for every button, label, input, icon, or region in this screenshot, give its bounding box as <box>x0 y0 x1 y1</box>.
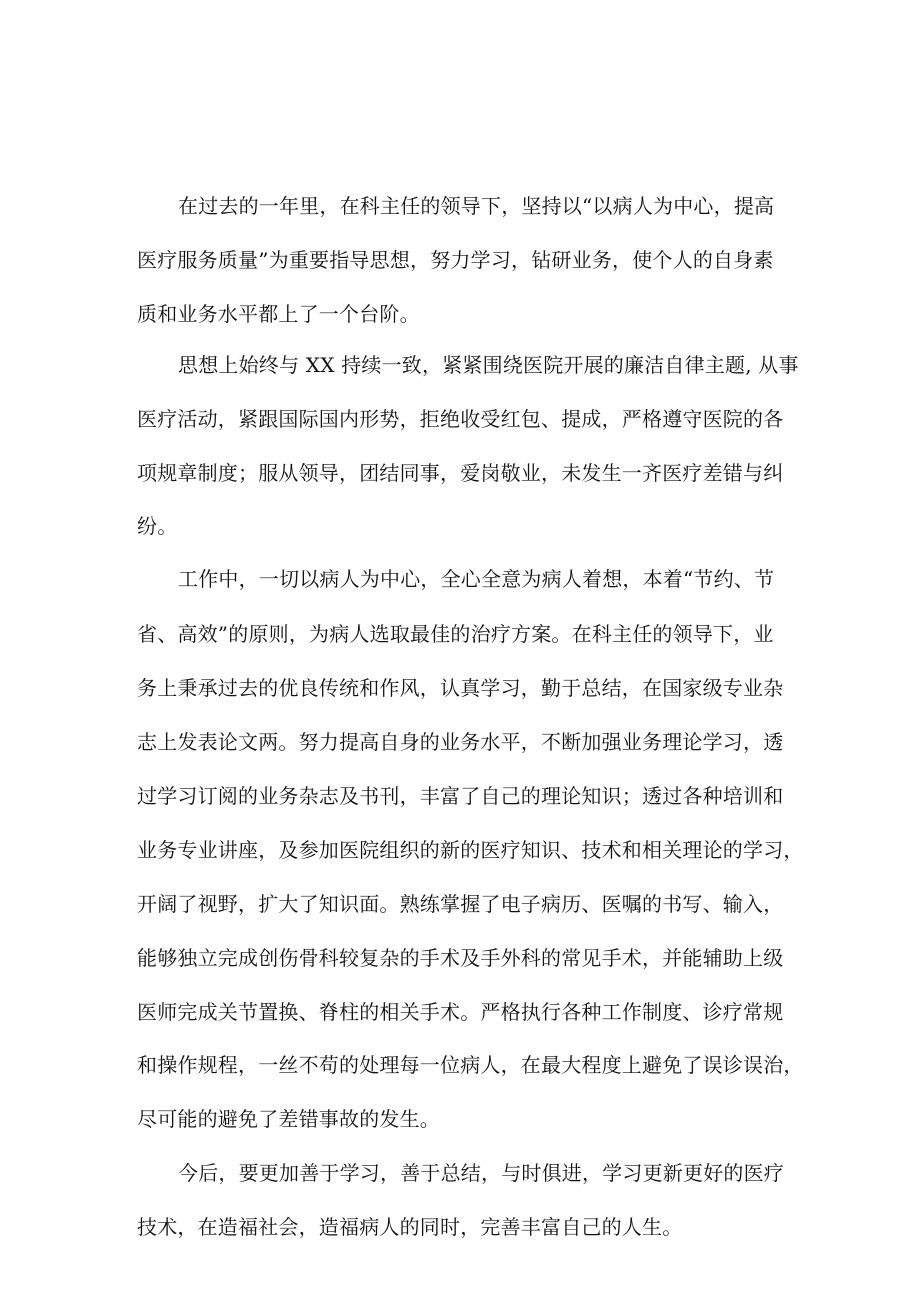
paragraph-line: 项规章制度；服从领导，团结同事，爱岗敬业，未发生一齐医疗差错与纠 <box>137 461 784 485</box>
paragraph-line: 工作中，一切以病人为中心，全心全意为病人着想，本着“节约、节 <box>178 567 775 591</box>
paragraph-line: 质和业务水平都上了一个台阶。 <box>137 302 420 326</box>
paragraph-line: 在过去的一年里，在科主任的领导下，坚持以“以病人为中心，提高 <box>178 194 775 218</box>
paragraph-line: 业务专业讲座，及参加医院组织的新的医疗知识、技术和相关理论的学习， <box>137 838 804 862</box>
paragraph-line: 今后，要更加善于学习，善于总结，与时俱进，学习更新更好的医疗 <box>178 1161 784 1185</box>
paragraph-line: 技术，在造福社会，造福病人的同时，完善丰富自己的人生。 <box>137 1215 683 1239</box>
paragraph-line: 志上发表论文两。努力提高自身的业务水平，不断加强业务理论学习，透 <box>137 730 784 754</box>
paragraph-line: 纷。 <box>137 514 178 538</box>
paragraph-line: 医疗活动，紧跟国际国内形势，拒绝收受红包、提成，严格遵守医院的各 <box>137 407 784 431</box>
paragraph-line: 能够独立完成创伤骨科较复杂的手术及手外科的常见手术，并能辅助上级 <box>137 946 784 970</box>
paragraph-line: 过学习订阅的业务杂志及书刊，丰富了自己的理论知识；透过各种培训和 <box>137 784 784 808</box>
paragraph-line: 医师完成关节置换、脊柱的相关手术。严格执行各种工作制度、诊疗常规 <box>137 1000 784 1024</box>
paragraph-line: 务上秉承过去的优良传统和作风，认真学习，勤于总结，在国家级专业杂 <box>137 676 784 700</box>
paragraph-line: 省、高效”的原则，为病人选取最佳的治疗方案。在科主任的领导下，业 <box>137 622 774 646</box>
paragraph-line: 思想上始终与 XX 持续一致，紧紧围绕医院开展的廉洁自律主题, 从事 <box>178 353 799 377</box>
paragraph-line: 和操作规程，一丝不苟的处理每一位病人，在最大程度上避免了误诊误治， <box>137 1053 804 1077</box>
paragraph-line: 开阔了视野，扩大了知识面。熟练掌握了电子病历、医嘱的书写、输入， <box>137 892 784 916</box>
paragraph-line: 医疗服务质量”为重要指导思想，努力学习，钻研业务，使个人的自身素 <box>137 248 774 272</box>
paragraph-line: 尽可能的避免了差错事故的发生。 <box>137 1107 440 1131</box>
